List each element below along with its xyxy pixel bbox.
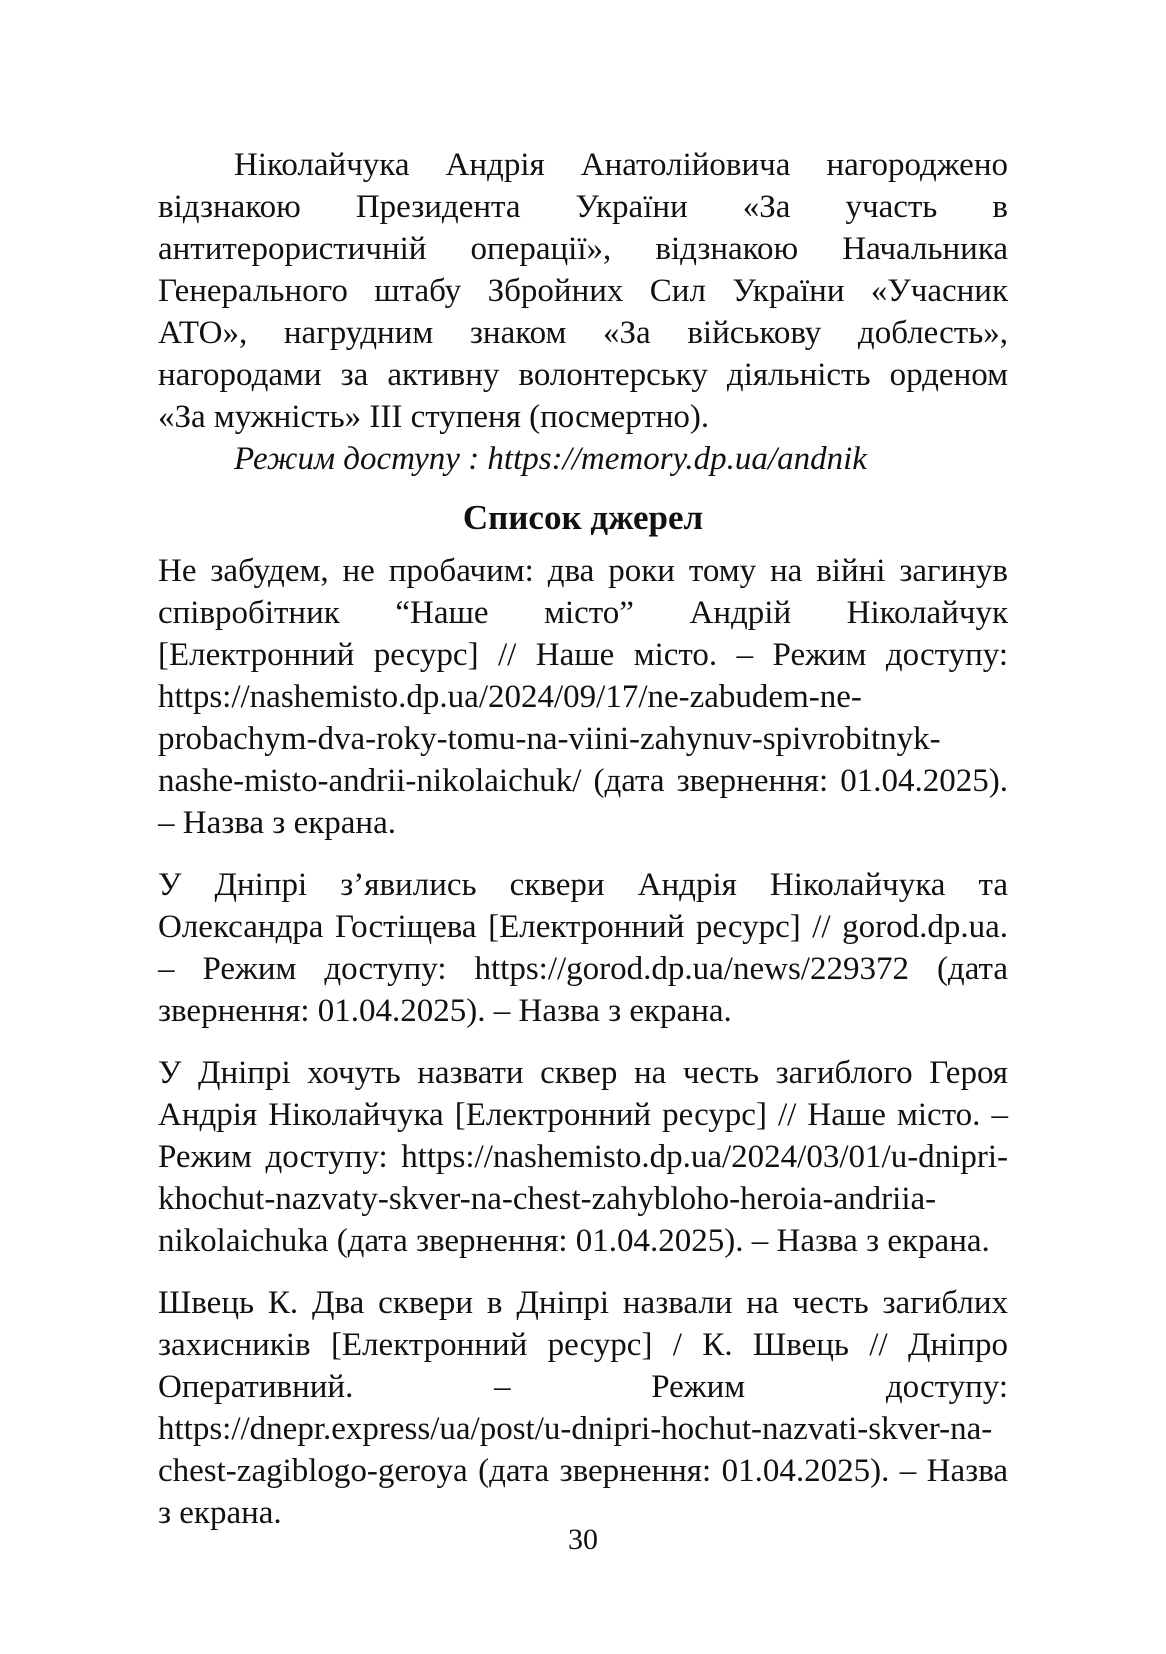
source-item: У Дніпрі хочуть назвати сквер на честь загиблого Героя Андрія Ніколайчука [Електронний ресурс] // Наше місто. – Режим доступу: https://nashemisto.dp.ua/2024/03/01/u-dnipri-khochut-nazvaty-skver-na-chest-zahybloho-heroia-andriia-nikolaichuka (дата звернення: 01.04.2025). – Назва з екрана.	[158, 1055, 1008, 1259]
page-body	[158, 144, 1008, 1554]
source-item: Швець К. Два сквери в Дніпрі назвали на честь загиблих захисників [Електронний ресурс] / К. Швець // Дніпро Оперативний. – Режим доступу: https://dnepr.express/ua/post/u-dnipri-hochut-nazvati-skver-na-chest-zagiblogo-geroya (дата звернення: 01.04.2025). – Назва з екрана.	[158, 1285, 1008, 1531]
source-item: У Дніпрі з’явились сквери Андрія Ніколайчука та Олександра Гостіщева [Електронний ресурс] // gorod.dp.ua. – Режим доступу: https://gorod.dp.ua/news/229372 (дата звернення: 01.04.2025). – Назва з екрана.	[158, 867, 1008, 1029]
source-item: Не забудем, не пробачим: два роки тому на війні загинув співробітник “Наше місто” Андрій Ніколайчук [Електронний ресурс] // Наше місто. – Режим доступу: https://nashemisto.dp.ua/2024/09/17/ne-zabudem-ne-probachym-dva-roky-tomu-na-viini-zahynuv-spivrobitnyk-nashe-misto-andrii-nikolaichuk/ (дата звернення: 01.04.2025). – Назва з екрана.	[158, 553, 1008, 841]
sources-heading: Список джерел	[462, 498, 704, 537]
page-number: 30	[568, 1523, 598, 1556]
access-link-line: Режим доступу : https://memory.dp.ua/andnik	[234, 441, 867, 477]
award-paragraph: Ніколайчука Андрія Анатолійовича нагороджено відзнакою Президента України «За участь в антитерористичній операції», відзнакою Начальника Генерального штабу Збройних Сил України «Учасник АТО», нагрудним знаком «За військову доблесть», нагородами за активну волонтерську діяльність орденом «За мужність» III ступеня (посмертно).	[158, 147, 1008, 435]
